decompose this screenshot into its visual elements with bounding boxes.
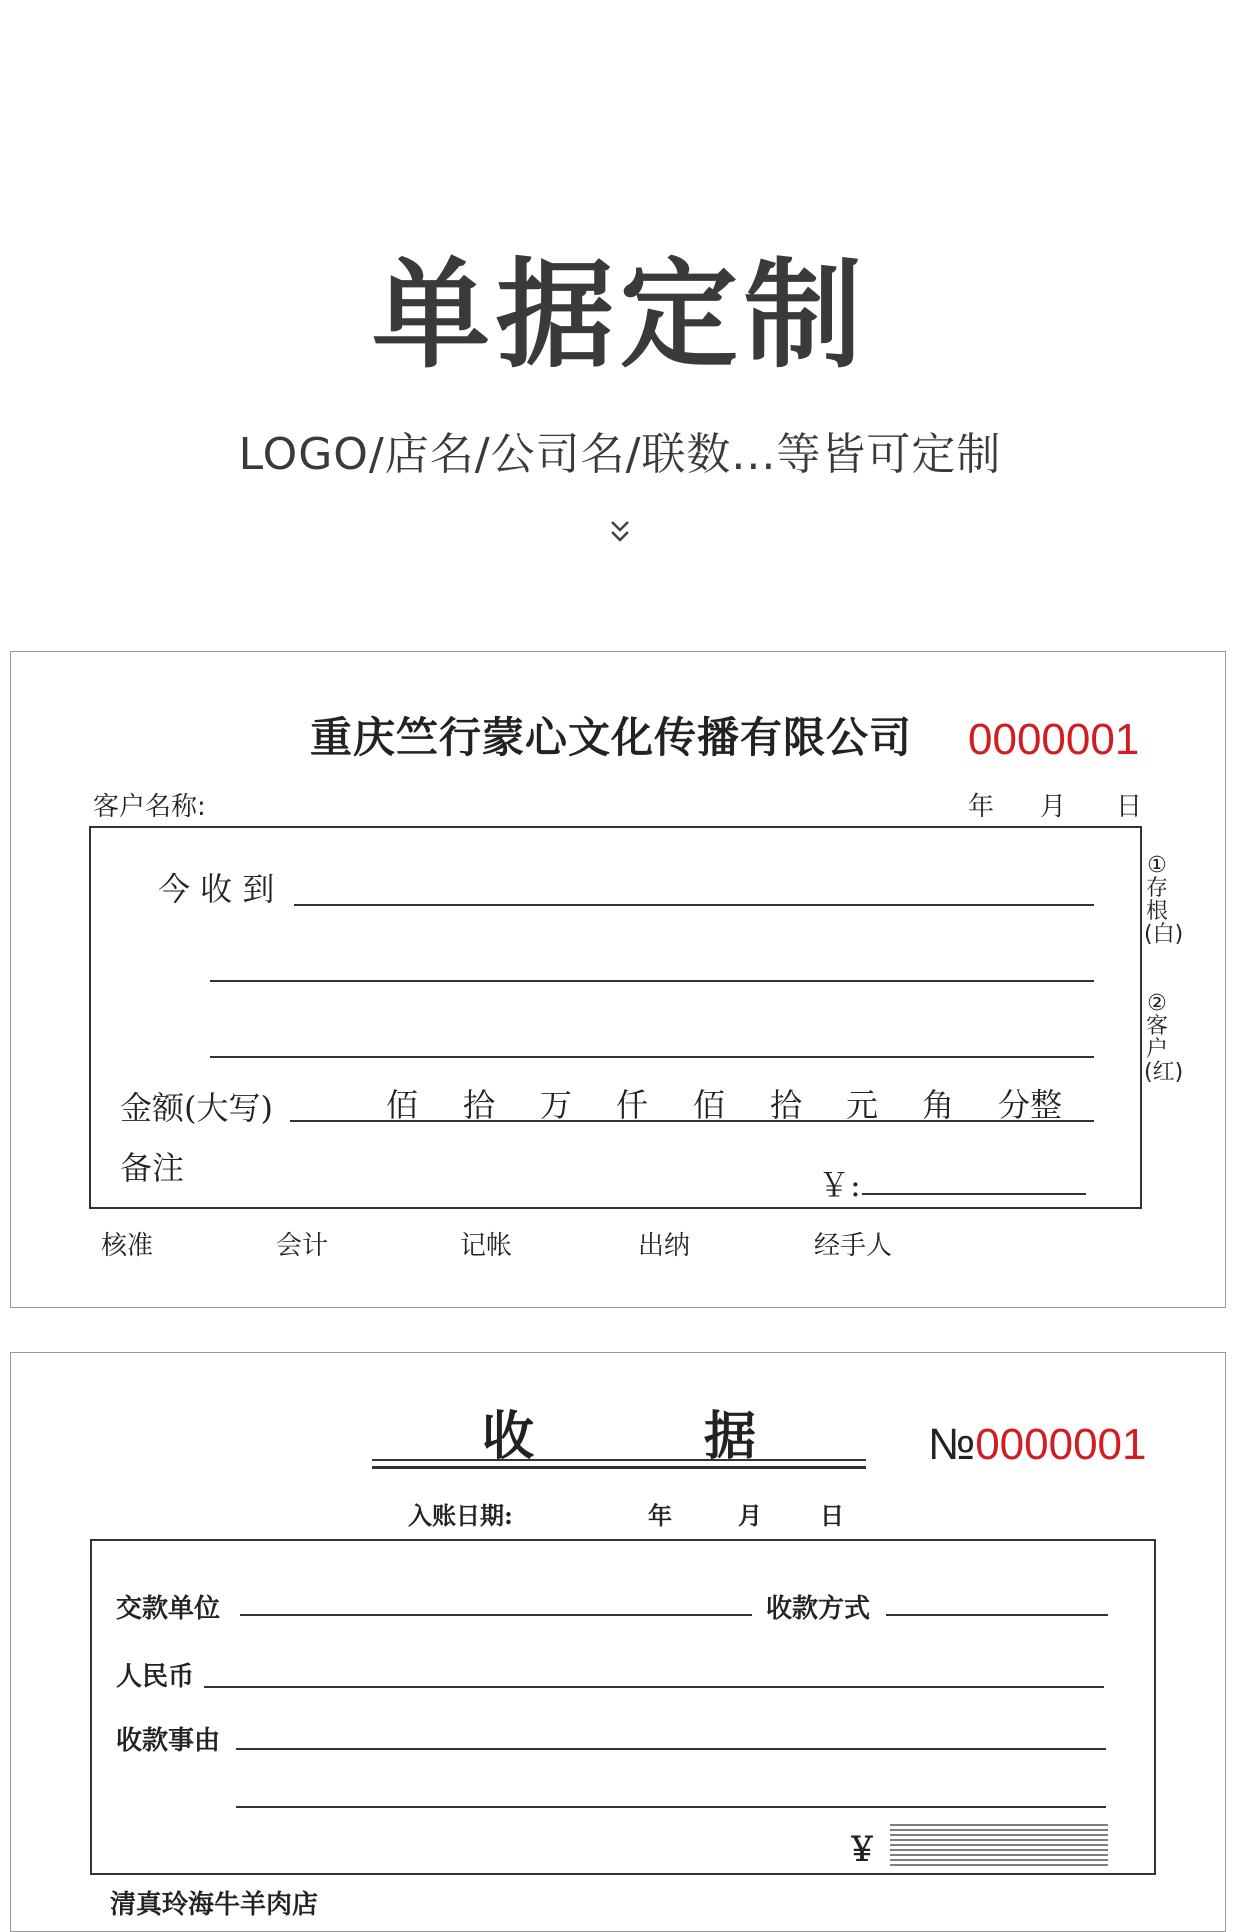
received-label: 今 收 到	[158, 870, 275, 908]
amount-unit: 元	[846, 1086, 879, 1124]
amount-line	[290, 1120, 1094, 1122]
signature-label: 记帐	[460, 1231, 513, 1261]
page-subtitle: LOGO/店名/公司名/联数...等皆可定制	[238, 429, 1002, 480]
copy-label-stub: ①存根(白)	[1144, 853, 1184, 947]
amount-unit: 万	[540, 1086, 573, 1124]
date-day-label: 日	[820, 1501, 844, 1530]
received-line-2	[210, 980, 1094, 982]
received-line-1	[294, 904, 1094, 906]
rmb-label: 人民币	[116, 1662, 195, 1692]
date-day-label: 日	[1116, 792, 1143, 822]
company-name: 重庆竺行蒙心文化传播有限公司	[310, 713, 913, 762]
payer-label: 交款单位	[116, 1594, 221, 1624]
chevron-double-down-icon	[600, 512, 640, 552]
copy-label-customer: ②客户(红)	[1144, 991, 1184, 1085]
amount-unit: 仟	[616, 1086, 649, 1124]
amount-in-words-label: 金额(大写)	[120, 1089, 273, 1127]
amount-unit: 佰	[386, 1086, 419, 1124]
signature-label: 会计	[276, 1231, 329, 1261]
customer-name-label: 客户名称:	[93, 792, 206, 822]
signature-label: 出纳	[638, 1231, 691, 1261]
page-title: 单据定制	[371, 246, 868, 384]
received-line-3	[210, 1056, 1094, 1058]
signature-label: 核准	[101, 1231, 154, 1261]
date-month-label: 月	[1040, 792, 1067, 822]
amount-unit: 分整	[998, 1086, 1063, 1124]
reason-line-1	[236, 1748, 1106, 1750]
yen-symbol: ￥	[846, 1830, 879, 1868]
yen-label: ￥:	[818, 1166, 861, 1204]
payer-line	[240, 1614, 752, 1616]
date-month-label: 月	[738, 1501, 762, 1530]
amount-unit: 角	[922, 1086, 955, 1124]
amount-hatch-box	[890, 1822, 1108, 1868]
signature-label: 经手人	[814, 1231, 893, 1261]
receipt-title-left: 收	[482, 1406, 535, 1467]
title-underline-1	[372, 1459, 866, 1461]
reason-line-2	[236, 1806, 1106, 1808]
reason-label: 收款事由	[116, 1726, 221, 1756]
shop-name: 清真玲海牛羊肉店	[110, 1890, 319, 1920]
date-year-label: 年	[648, 1501, 672, 1530]
entry-date-label: 入账日期:	[408, 1501, 513, 1530]
receipt-number: 0000001	[968, 715, 1140, 764]
date-year-label: 年	[968, 792, 995, 822]
payment-method-label: 收款方式	[766, 1594, 871, 1624]
payment-method-line	[886, 1614, 1108, 1616]
rmb-line	[204, 1686, 1104, 1688]
receipt-number: 0000001	[975, 1420, 1147, 1469]
yen-amount-line	[862, 1193, 1086, 1195]
amount-unit: 拾	[463, 1086, 496, 1124]
number-prefix: №	[928, 1420, 976, 1469]
title-underline-2	[372, 1466, 866, 1469]
amount-unit: 拾	[770, 1086, 803, 1124]
remark-label: 备注	[120, 1149, 185, 1187]
amount-unit: 佰	[693, 1086, 726, 1124]
receipt-title-right: 据	[704, 1406, 757, 1467]
